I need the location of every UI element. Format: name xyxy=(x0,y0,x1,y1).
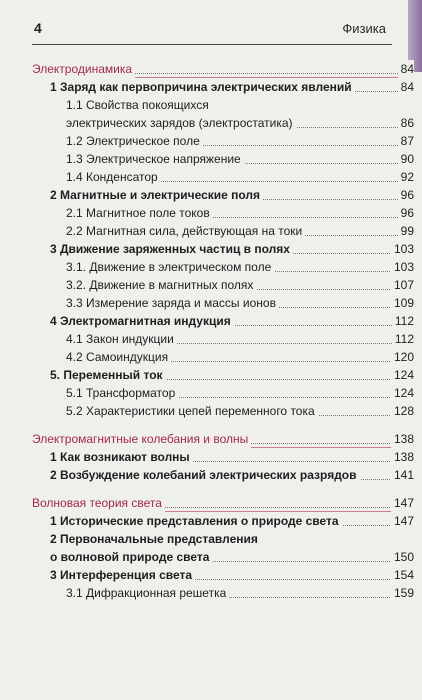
toc-label: 3 Интерференция света xyxy=(50,566,195,584)
toc-label: 4 Электромагнитная индукция xyxy=(50,312,234,330)
toc-subsection xyxy=(32,114,414,132)
toc-label: 3.1. Движение в электрическом поле xyxy=(66,258,274,276)
toc-label: 5.1 Трансформатор xyxy=(66,384,178,402)
toc-chapter xyxy=(32,548,414,566)
toc-page-number: 120 xyxy=(391,348,414,366)
toc-label: 2.2 Магнитная сила, действующая на токи xyxy=(66,222,305,240)
toc-page-number: 84 xyxy=(398,60,414,78)
toc-page-number: 124 xyxy=(391,366,414,384)
toc-page-number: 147 xyxy=(391,494,414,512)
toc-label: 1.3 Электрическое напряжение xyxy=(66,150,244,168)
toc-page-number: 107 xyxy=(391,276,414,294)
toc-page-number: 138 xyxy=(391,448,414,466)
toc-subsection xyxy=(32,222,414,240)
toc-label: 2 Первоначальные представления xyxy=(50,530,261,548)
toc-page-number: 84 xyxy=(398,78,414,96)
toc-label: 3.1 Дифракционная решетка xyxy=(66,584,229,602)
toc-label: 1 Как возникают волны xyxy=(50,448,193,466)
toc-subsection xyxy=(32,348,414,366)
section-gap xyxy=(32,484,414,494)
toc-subsection xyxy=(32,584,414,602)
toc-section xyxy=(32,60,414,78)
section-gap xyxy=(32,420,414,430)
toc-label: о волновой природе света xyxy=(50,548,212,566)
toc-page-number: 90 xyxy=(398,150,414,168)
toc-label: 2 Возбуждение колебаний электрических разрядов xyxy=(50,466,360,484)
toc-page-number: 154 xyxy=(391,566,414,584)
toc-page-number: 92 xyxy=(398,168,414,186)
table-of-contents xyxy=(32,60,414,602)
toc-label: 3 Движение заряженных частиц в полях xyxy=(50,240,293,258)
toc-label: Электромагнитные колебания и волны xyxy=(32,430,251,448)
toc-page-number: 138 xyxy=(391,430,414,448)
toc-page-number: 86 xyxy=(398,114,414,132)
toc-chapter xyxy=(32,530,414,548)
toc-label: 1.2 Электрическое поле xyxy=(66,132,203,150)
toc-chapter xyxy=(32,512,414,530)
toc-label: 4.1 Закон индукции xyxy=(66,330,177,348)
toc-page-number: 87 xyxy=(398,132,414,150)
toc-subsection xyxy=(32,276,414,294)
toc-subsection xyxy=(32,96,414,114)
toc-page-number: 159 xyxy=(391,584,414,602)
toc-label: 2 Магнитные и электрические поля xyxy=(50,186,263,204)
toc-page-number: 109 xyxy=(391,294,414,312)
toc-chapter xyxy=(32,448,414,466)
toc-subsection xyxy=(32,150,414,168)
toc-page-number: 112 xyxy=(392,330,414,348)
toc-label: 1.1 Свойства покоящихся xyxy=(66,96,212,114)
toc-label: Волновая теория света xyxy=(32,494,165,512)
toc-page-number: 124 xyxy=(391,384,414,402)
toc-page-number: 96 xyxy=(398,204,414,222)
toc-section xyxy=(32,430,414,448)
toc-page-number: 103 xyxy=(391,240,414,258)
toc-label: 5. Переменный ток xyxy=(50,366,166,384)
toc-chapter xyxy=(32,466,414,484)
toc-page-number: 112 xyxy=(392,312,414,330)
toc-label: 4.2 Самоиндукция xyxy=(66,348,171,366)
toc-chapter xyxy=(32,78,414,96)
toc-label: 1 Заряд как первопричина электрических явлений xyxy=(50,78,355,96)
toc-subsection xyxy=(32,294,414,312)
toc-page-number: 103 xyxy=(391,258,414,276)
toc-chapter xyxy=(32,312,414,330)
toc-chapter xyxy=(32,240,414,258)
toc-subsection xyxy=(32,402,414,420)
toc-label: Электродинамика xyxy=(32,60,135,78)
toc-page-number: 99 xyxy=(398,222,414,240)
toc-page-number: 128 xyxy=(391,402,414,420)
toc-label: 1.4 Конденсатор xyxy=(66,168,161,186)
toc-page-number: 150 xyxy=(391,548,414,566)
toc-subsection xyxy=(32,204,414,222)
toc-subsection xyxy=(32,258,414,276)
toc-subsection xyxy=(32,168,414,186)
header-rule xyxy=(32,44,392,45)
toc-subsection xyxy=(32,132,414,150)
toc-label: электрических зарядов (электростатика) xyxy=(66,114,296,132)
toc-page-number: 147 xyxy=(391,512,414,530)
toc-page-number: 141 xyxy=(391,466,414,484)
toc-label: 5.2 Характеристики цепей переменного тока xyxy=(66,402,318,420)
page-number: 4 xyxy=(34,20,42,36)
toc-chapter xyxy=(32,566,414,584)
running-header-subject: Физика xyxy=(342,21,386,36)
toc-subsection xyxy=(32,384,414,402)
toc-page-number: 96 xyxy=(398,186,414,204)
toc-label: 2.1 Магнитное поле токов xyxy=(66,204,213,222)
toc-label: 3.3 Измерение заряда и массы ионов xyxy=(66,294,279,312)
toc-chapter xyxy=(32,366,414,384)
toc-subsection xyxy=(32,330,414,348)
toc-section xyxy=(32,494,414,512)
toc-label: 1 Исторические представления о природе света xyxy=(50,512,342,530)
toc-label: 3.2. Движение в магнитных полях xyxy=(66,276,256,294)
toc-chapter xyxy=(32,186,414,204)
